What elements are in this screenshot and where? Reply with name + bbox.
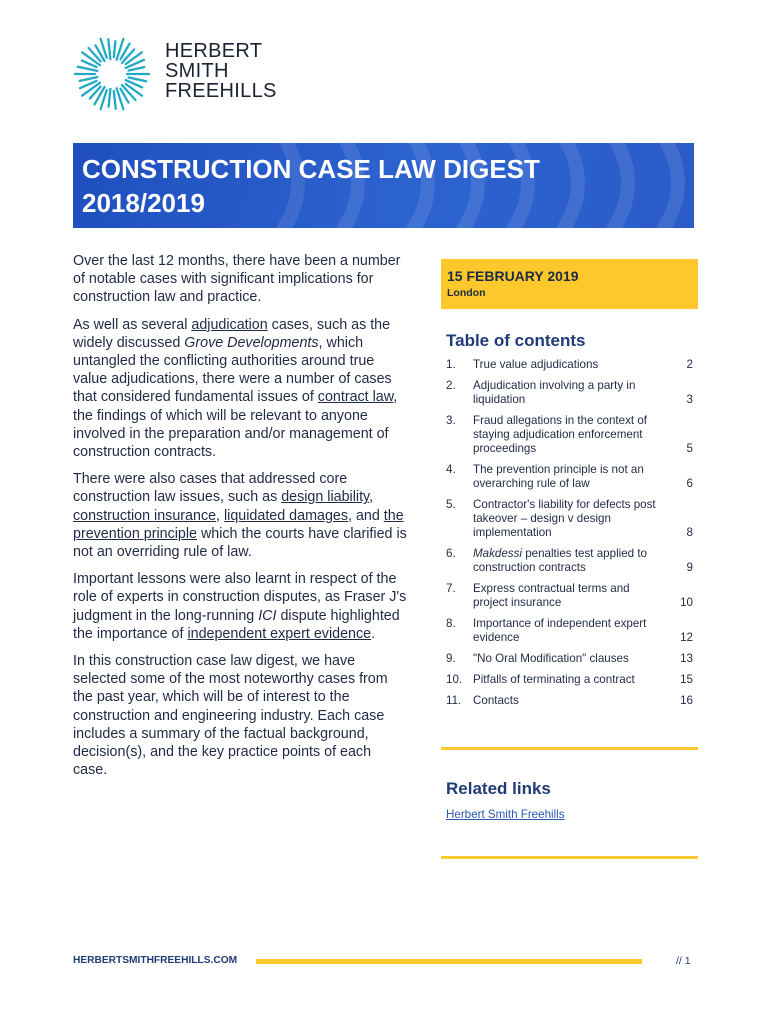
logo-wordmark	[165, 41, 277, 101]
toc-item-page: 16	[680, 694, 693, 707]
table-of-contents	[446, 358, 694, 715]
toc-item[interactable]	[446, 582, 694, 610]
toc-item-text: Adjudication involving a party in liquidation	[473, 379, 636, 406]
related-link-hsf[interactable]: Herbert Smith Freehills	[446, 808, 565, 821]
toc-item-page: 13	[680, 652, 693, 665]
toc-item-page: 10	[680, 596, 693, 609]
toc-item-page: 9	[686, 561, 693, 574]
toc-item-number: 7.	[446, 582, 456, 595]
text-run: dispute highlighted the importance of	[73, 607, 400, 642]
toc-item-text: Express contractual terms and project insurance	[473, 582, 630, 609]
toc-item-text: The prevention principle is not an overarching rule of law	[473, 463, 644, 490]
company-logo[interactable]	[72, 34, 292, 114]
toc-item-number: 9.	[446, 652, 456, 665]
toc-item-page: 12	[680, 631, 693, 644]
toc-item[interactable]	[446, 463, 694, 491]
link-adjudication[interactable]: adjudication	[191, 316, 268, 333]
toc-item-page: 3	[686, 393, 693, 406]
intro-paragraph-3	[73, 470, 408, 561]
toc-item[interactable]	[446, 694, 694, 708]
text-run: As well as several	[73, 316, 192, 333]
text-run: , which untangled the conflicting authorities around true value adjudications, there were a number of cases that considered fundamental issues of	[73, 334, 392, 406]
text-run: Important lessons were also learnt in respect of the role of experts in construction disputes, as Fraser J's judgment in the long-running	[73, 571, 407, 624]
section-divider	[441, 747, 698, 750]
case-name-grove: Grove Developments	[184, 334, 319, 351]
logo-line-2: SMITH	[165, 60, 229, 82]
link-liquidated-damages[interactable]: liquidated damages	[224, 507, 348, 524]
link-independent-expert-evidence[interactable]: independent expert evidence	[187, 625, 372, 642]
logo-line-1: HERBERT	[165, 40, 263, 62]
title-line-1: CONSTRUCTION CASE LAW DIGEST	[82, 154, 540, 184]
toc-item-number: 4.	[446, 463, 456, 476]
text-run: cases, such as the widely discussed	[73, 316, 391, 351]
toc-item-text: Pitfalls of terminating a contract	[473, 673, 635, 686]
date-box	[441, 259, 698, 309]
toc-item-number: 3.	[446, 414, 456, 427]
toc-item-text: True value adjudications	[473, 358, 599, 371]
toc-item-text: "No Oral Modification" clauses	[473, 652, 629, 665]
toc-item[interactable]	[446, 673, 694, 687]
toc-item-number: 8.	[446, 617, 456, 630]
toc-item-number: 1.	[446, 358, 456, 371]
intro-paragraph-4	[73, 570, 408, 643]
toc-item-text: Importance of independent expert evidence	[473, 617, 647, 644]
toc-item-number: 10.	[446, 673, 463, 686]
case-name-ici: ICI	[258, 607, 277, 624]
toc-item[interactable]	[446, 652, 694, 666]
text-run: , the findings of which will be relevant to anyone involved in the preparation and/or management of construction contracts.	[73, 389, 398, 461]
title-line-2: 2018/2019	[82, 188, 205, 218]
toc-item-page: 6	[686, 477, 693, 490]
toc-item-text	[473, 547, 665, 575]
toc-item-number: 5.	[446, 498, 456, 511]
title-banner	[73, 143, 694, 228]
toc-item-number: 2.	[446, 379, 456, 392]
text-run: .	[371, 625, 376, 642]
toc-item[interactable]	[446, 547, 694, 575]
toc-item-text: Contacts	[473, 694, 519, 707]
toc-item-page: 5	[686, 442, 693, 455]
toc-item[interactable]	[446, 498, 694, 540]
toc-item-text: Fraud allegations in the context of staying adjudication enforcement proceedings	[473, 414, 648, 455]
link-prevention-principle[interactable]: the prevention principle	[73, 507, 404, 542]
toc-item-page: 15	[680, 673, 693, 686]
toc-item[interactable]	[446, 358, 694, 372]
text-run: which the courts have clarified is not an overriding rule of law.	[73, 525, 407, 561]
toc-item[interactable]	[446, 414, 694, 456]
link-contract-law[interactable]: contract law	[317, 389, 394, 406]
toc-item-number: 6.	[446, 547, 456, 560]
footer-website-link[interactable]: HERBERTSMITHFREEHILLS.COM	[73, 955, 238, 966]
logo-line-3: FREEHILLS	[165, 80, 277, 102]
text-run: penalties test applied to construction contracts	[473, 547, 648, 574]
link-construction-insurance[interactable]: construction insurance	[73, 507, 217, 524]
intro-text	[73, 252, 408, 788]
link-design-liability[interactable]: design liability	[281, 489, 370, 506]
text-run: ,	[369, 489, 374, 506]
text-run: , and	[348, 507, 384, 524]
case-name-makdessi: Makdessi	[473, 547, 522, 560]
toc-item-page: 2	[686, 358, 693, 371]
footer-accent-bar	[256, 959, 642, 964]
starburst-logo-icon	[72, 34, 152, 114]
toc-item-page: 8	[686, 526, 693, 539]
page-number: // 1	[676, 955, 691, 967]
related-links-heading: Related links	[446, 779, 551, 798]
intro-paragraph-1: Over the last 12 months, there have been a number of notable cases with significant implications for construction law and practice.	[73, 253, 401, 306]
toc-item-text: Contractor's liability for defects post takeover – design v design implementation	[473, 498, 656, 539]
publication-location: London	[447, 287, 486, 299]
text-run: ,	[216, 507, 224, 524]
intro-paragraph-2	[73, 316, 408, 462]
text-run: There were also cases that addressed core construction law issues, such as	[73, 471, 348, 506]
toc-item[interactable]	[446, 379, 694, 407]
section-divider	[441, 856, 698, 859]
toc-item[interactable]	[446, 617, 694, 645]
toc-heading: Table of contents	[446, 331, 586, 350]
toc-item-number: 11.	[446, 694, 462, 707]
publication-date: 15 FEBRUARY 2019	[447, 268, 579, 284]
page-title	[82, 152, 540, 220]
intro-paragraph-5: In this construction case law digest, we have selected some of the most noteworthy cases from the past year, which will be of interest to the construction and engineering industry. Each case includes a summary of the factual background, decision(s), and the key practice points of each case.	[73, 653, 388, 779]
